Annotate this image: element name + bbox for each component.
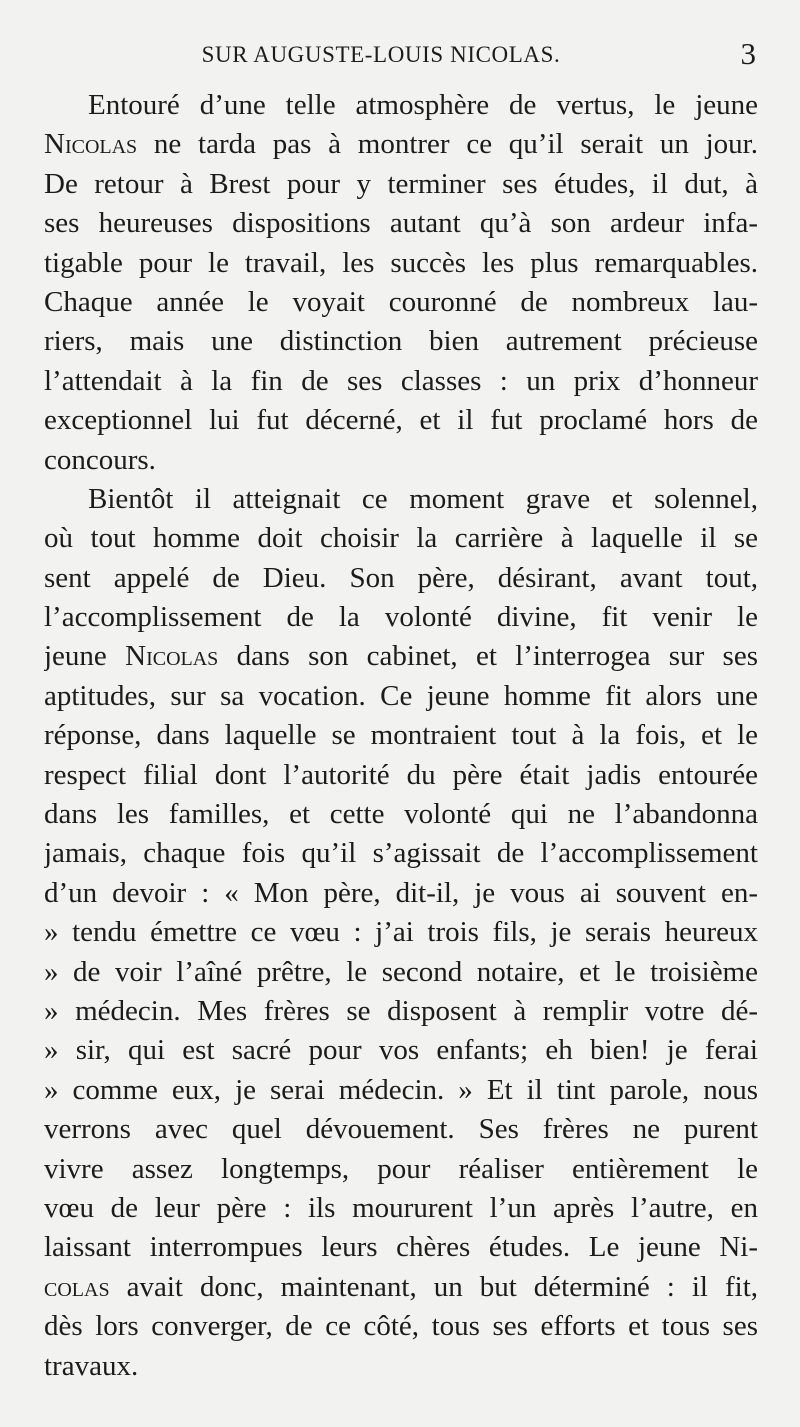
- text-line: Nicolas ne tarda pas à montrer ce qu’il serait un jour.: [44, 128, 758, 161]
- text-line: sent appelé de Dieu. Son père, désirant, avant tout,: [44, 561, 758, 594]
- text-line: d’un devoir : « Mon père, dit-il, je vous ai souvent en-: [44, 876, 758, 909]
- text-line: riers, mais une distinction bien autrement précieuse: [44, 325, 758, 358]
- text-line: aptitudes, sur sa vocation. Ce jeune homme fit alors une: [44, 679, 758, 712]
- running-title: SUR AUGUSTE-LOUIS NICOLAS.: [201, 42, 561, 67]
- text-line: » de voir l’aîné prêtre, le second notaire, et le troisième: [44, 955, 758, 988]
- text-line: travaux.: [44, 1349, 139, 1382]
- text-line: Bientôt il atteignait ce moment grave et solennel,: [88, 482, 758, 515]
- running-head: [44, 36, 758, 76]
- text-line: Entouré d’une telle atmosphère de vertus, le jeune: [88, 89, 758, 121]
- text-line: où tout homme doit choisir la carrière à laquelle il se: [44, 522, 758, 555]
- text-line: vœu de leur père : ils moururent l’un après l’autre, en: [44, 1191, 758, 1224]
- text-line: concours.: [44, 443, 156, 476]
- text-line: laissant interrompues leurs chères études. Le jeune Ni-: [44, 1231, 758, 1264]
- text-line: vivre assez longtemps, pour réaliser entièrement le: [44, 1152, 758, 1185]
- text-line: jeune Nicolas dans son cabinet, et l’interrogea sur ses: [44, 640, 758, 673]
- text-line: exceptionnel lui fut décerné, et il fut proclamé hors de: [44, 404, 758, 437]
- text-line: respect filial dont l’autorité du père était jadis entourée: [44, 758, 758, 791]
- page-number: 3: [740, 36, 756, 71]
- text-line: dès lors converger, de ce côté, tous ses efforts et tous ses: [44, 1310, 758, 1343]
- text-line: tigable pour le travail, les succès les plus remarquables.: [44, 246, 758, 279]
- text-line: jamais, chaque fois qu’il s’agissait de l’accomplissement: [44, 837, 758, 870]
- text-line: » comme eux, je serai médecin. » Et il tint parole, nous: [44, 1073, 758, 1106]
- text-line: l’accomplissement de la volonté divine, fit venir le: [44, 601, 758, 634]
- text-line: verrons avec quel dévouement. Ses frères ne purent: [44, 1113, 758, 1146]
- text-line: » sir, qui est sacré pour vos enfants; eh bien! je ferai: [44, 1034, 758, 1067]
- text-line: » médecin. Mes frères se disposent à remplir votre dé-: [44, 994, 758, 1027]
- text-line: » tendu émettre ce vœu : j’ai trois fils, je serais heureux: [44, 916, 758, 949]
- text-line: De retour à Brest pour y terminer ses études, il dut, à: [44, 167, 758, 200]
- text-line: Chaque année le voyait couronné de nombreux lau-: [44, 285, 758, 318]
- text-line: ses heureuses dispositions autant qu’à son ardeur infa-: [44, 207, 758, 240]
- text-line: dans les familles, et cette volonté qui ne l’abandonna: [44, 798, 758, 831]
- text-line: colas avait donc, maintenant, un but déterminé : il fit,: [44, 1270, 758, 1303]
- text-line: l’attendait à la fin de ses classes : un prix d’honneur: [44, 364, 758, 397]
- body-text: [44, 86, 758, 1386]
- text-line: réponse, dans laquelle se montraient tout à la fois, et le: [44, 719, 758, 752]
